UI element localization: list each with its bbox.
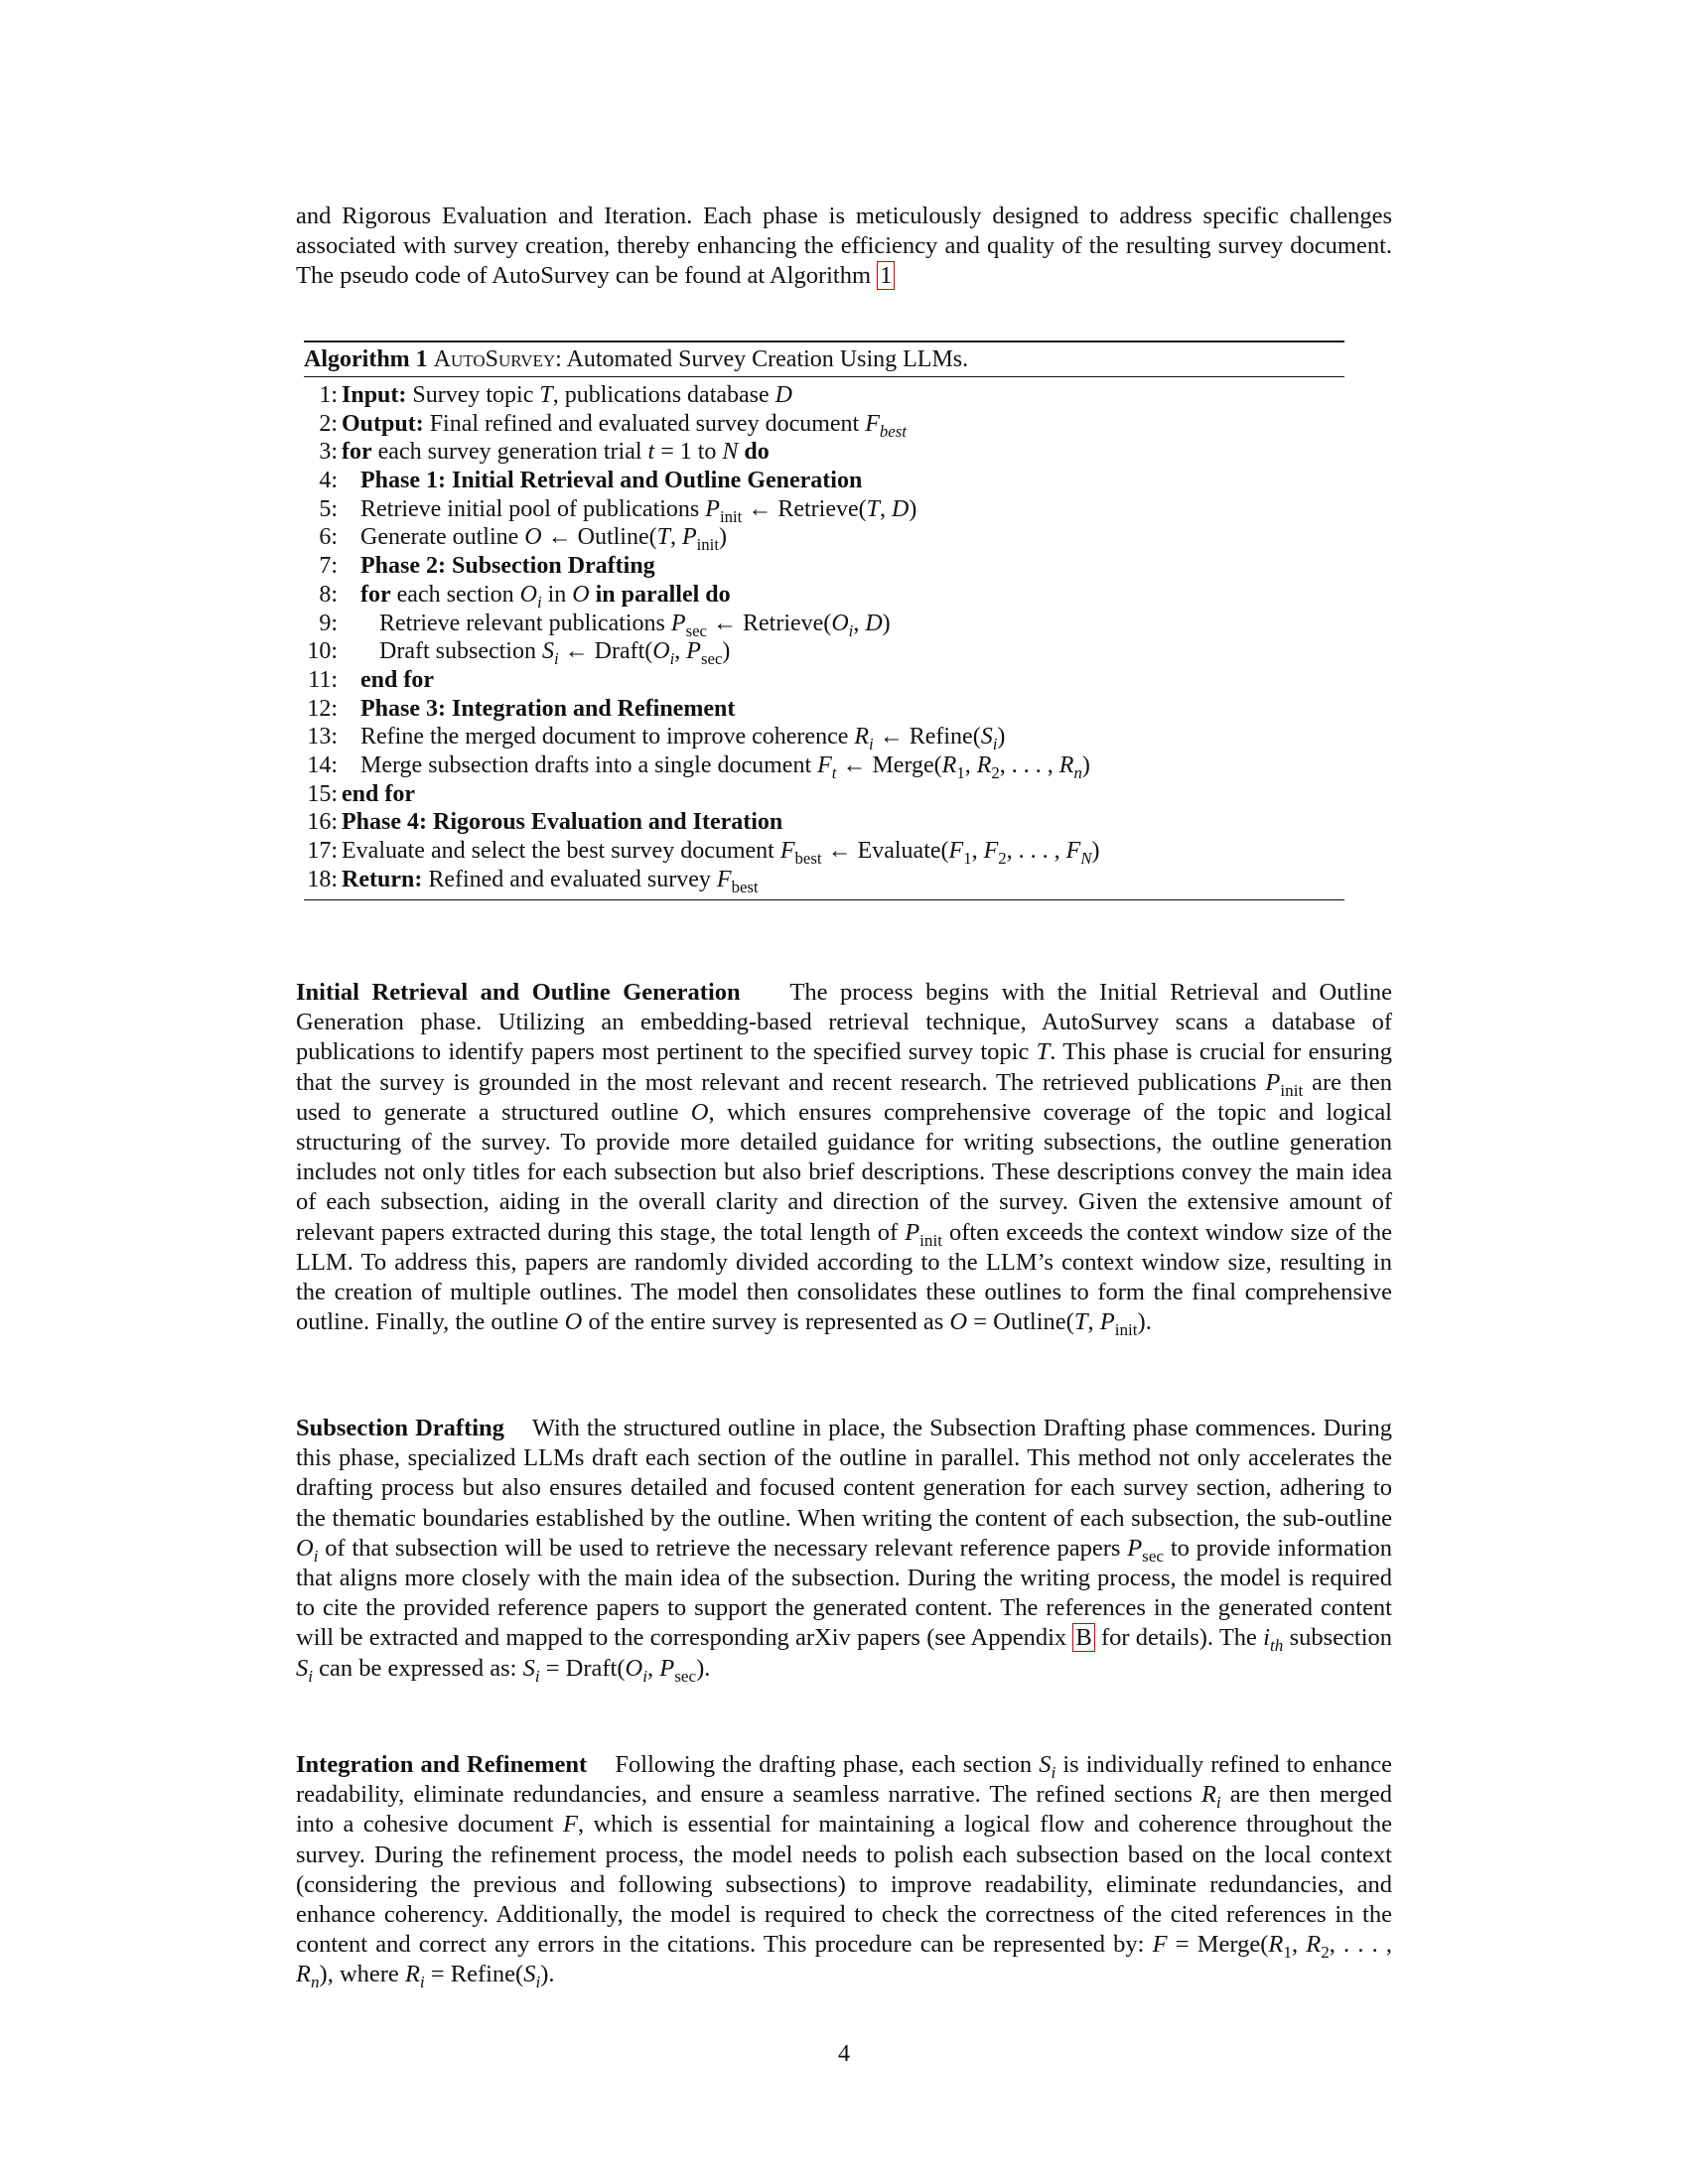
section-body: Following the drafting phase, each section $S_i$ is individually refined to enhance readability, eliminate redundancies, and ensure a seamless narrative. The refined sections $R_i$ are then merged into a cohesive document F, which is essential for maintaining a logical flow and coherence throughout the survey. During the refinement process, the model needs to polish each subsection based on the local context (considering the previous and following subsections) to improve readability, eliminate redundancies, and enhance coherency. Additionally, the model is required to check the correctness of the cited references in the content and correct any errors in the citations. This procedure can be represented by: $F = Merge(R_1$, $R_2$, . . . , $R_n$), where $R_i$ = $Refine(S_i)$.: [296, 1751, 1393, 1992]
algorithm-line-text: Retrieve initial pool of publications $P_{init}$ ← Retrieve(T, D): [360, 495, 917, 526]
algorithm-line: [304, 523, 1344, 555]
section-heading: Subsection Drafting: [296, 1415, 504, 1441]
algorithm-line-text: Generate outline O ← Outline(T, $P_{init}$): [360, 524, 728, 555]
algorithm-line-number: 16:: [307, 809, 338, 836]
algorithm-line-number: 4:: [319, 468, 338, 494]
algorithm-line: [304, 495, 1344, 524]
algorithm-lines: [304, 377, 1344, 899]
algorithm-line-text: Merge subsection drafts into a single document $F_t$ ← $Merge(R_1$, $R_2$, . . . , $R_n$): [360, 751, 1090, 782]
algorithm-box: [304, 341, 1344, 900]
algorithm-line-text: Output: Final refined and evaluated survey document $F_{best}$: [342, 410, 907, 441]
algorithm-line: [304, 438, 1344, 467]
algorithm-line-number: 11:: [308, 666, 338, 693]
algorithm-line: [304, 723, 1344, 754]
algorithm-line-number: 9:: [319, 610, 338, 636]
algorithm-line-number: 17:: [307, 838, 338, 864]
algorithm-reference-link[interactable]: 1: [877, 261, 895, 290]
algorithm-caption: [304, 342, 1344, 377]
algorithm-line-text: Retrieve relevant publications $P_{sec}$ ← $Retrieve(O_i$, D): [379, 610, 891, 640]
algorithm-line: [304, 637, 1344, 666]
algorithm-line: [304, 467, 1344, 495]
algorithm-caption-text: : Automated Survey Creation Using LLMs.: [555, 346, 969, 372]
section-integration-refinement: [296, 1750, 1392, 1990]
algorithm-name: AutoSurvey: [433, 346, 556, 372]
algorithm-line: [304, 381, 1344, 410]
algorithm-line-text: Refine the merged document to improve coherence $R_i$ ← $Refine(S_i)$: [360, 724, 1006, 754]
section-body: With the structured outline in place, the Subsection Drafting phase commences. During this phase, specialized LLMs draft each section of the outline in parallel. This method not only accelerates the drafting process but also ensures detailed and focused content generation for each survey section, adhering to the thematic boundaries established by the outline. When writing the content of each subsection, the sub-outline $O_i$ of that subsection will be used to retrieve the necessary relevant reference papers $P_{sec}$ to provide information that aligns more closely with the main idea of the subsection. During the writing process, the model is required to cite the provided reference papers to support the generated content. The references in the generated content will be extracted and mapped to the corresponding arXiv papers (see Appendix B for details). The $i_{th}$ subsection $S_i$ can be expressed as: $S_i$ = $Draft(O_i$, $P_{sec}$).: [296, 1415, 1392, 1686]
section-heading: Initial Retrieval and Outline Generation: [296, 979, 741, 1006]
algorithm-line: [304, 780, 1344, 809]
algorithm-line-number: 10:: [307, 638, 338, 665]
algorithm-line: [304, 610, 1344, 638]
section-body: The process begins with the Initial Retrieval and Outline Generation phase. Utilizing an embedding-based retrieval technique, AutoSurvey scans a database of publications to identify papers most pertinent to the specified survey topic T. This phase is crucial for ensuring that the survey is grounded in the most relevant and recent research. The retrieved publications $P_{init}$ are then used to generate a structured outline O, which ensures comprehensive coverage of the topic and logical structuring of the survey. To provide more detailed guidance for writing subsections, the outline generation includes not only titles for each subsection but also brief descriptions. These descriptions convey the main idea of each subsection, aiding in the overall clarity and direction of the survey. Given the extensive amount of relevant papers extracted during this stage, the total length of $P_{init}$ often exceeds the context window size of the LLM. To address this, papers are randomly divided according to the LLM’s context window size, resulting in the creation of multiple outlines. The model then consolidates these outlines to form the final comprehensive outline. Finally, the outline O of the entire survey is represented as O = Outline(T, $P_{init}$).: [296, 979, 1393, 1340]
algorithm-line-text: Phase 4: Rigorous Evaluation and Iteration: [342, 809, 783, 836]
section-initial-retrieval: [296, 978, 1393, 1340]
algorithm-line-text: for each survey generation trial t = 1 to N do: [342, 439, 770, 466]
algorithm-line: [304, 808, 1344, 837]
algorithm-line-number: 8:: [319, 581, 338, 608]
algorithm-line-text: Draft subsection $S_i$ ← $Draft(O_i$, $P_{sec}$): [379, 638, 731, 668]
algorithm-label: Algorithm 1: [304, 346, 428, 372]
algorithm-line-number: 13:: [307, 724, 338, 751]
algorithm-line-number: 5:: [319, 495, 338, 522]
algorithm-line: [304, 866, 1344, 894]
algorithm-line-text: Return: Refined and evaluated survey $F_{best}$: [342, 866, 759, 896]
algorithm-line-number: 6:: [319, 524, 338, 551]
algorithm-line-text: end for: [360, 666, 434, 693]
intro-paragraph: [296, 202, 1392, 292]
algorithm-line-number: 2:: [319, 410, 338, 437]
algorithm-line-text: for each section $O_i$ in O in parallel do: [360, 581, 731, 612]
algorithm-line: [304, 552, 1344, 581]
algorithm-line-text: Phase 2: Subsection Drafting: [360, 553, 655, 580]
algorithm-line: [304, 695, 1344, 724]
section-heading: Integration and Refinement: [296, 1751, 588, 1778]
algorithm-line-text: Evaluate and select the best survey document $F_{best}$ ← $Evaluate(F_1$, $F_2$, . . . , $F_N$): [342, 838, 1100, 868]
algorithm-line-number: 15:: [307, 780, 338, 807]
algorithm-line-number: 14:: [307, 751, 338, 778]
algorithm-line-number: 18:: [307, 866, 338, 892]
algorithm-line-number: 1:: [319, 382, 338, 408]
algorithm-line: [304, 751, 1344, 780]
algorithm-line-text: Phase 3: Integration and Refinement: [360, 695, 736, 722]
algorithm-line-number: 3:: [319, 439, 338, 466]
algorithm-line: [304, 581, 1344, 610]
algorithm-line: [304, 410, 1344, 439]
page-number: 4: [838, 2041, 850, 2067]
algorithm-line: [304, 666, 1344, 695]
section-subsection-drafting: [296, 1414, 1392, 1684]
algorithm-line-text: Input: Survey topic T, publications database D: [342, 382, 792, 408]
algorithm-line-number: 7:: [319, 553, 338, 580]
intro-text: and Rigorous Evaluation and Iteration. Each phase is meticulously designed to address specific challenges associated with survey creation, thereby enhancing the efficiency and quality of the resulting survey document. The pseudo code of AutoSurvey can be found at Algorithm: [296, 203, 1392, 290]
algorithm-line-number: 12:: [307, 695, 338, 722]
algorithm-line-text: Phase 1: Initial Retrieval and Outline Generation: [360, 468, 863, 494]
algorithm-line: [304, 837, 1344, 866]
algorithm-line-text: end for: [342, 780, 415, 807]
